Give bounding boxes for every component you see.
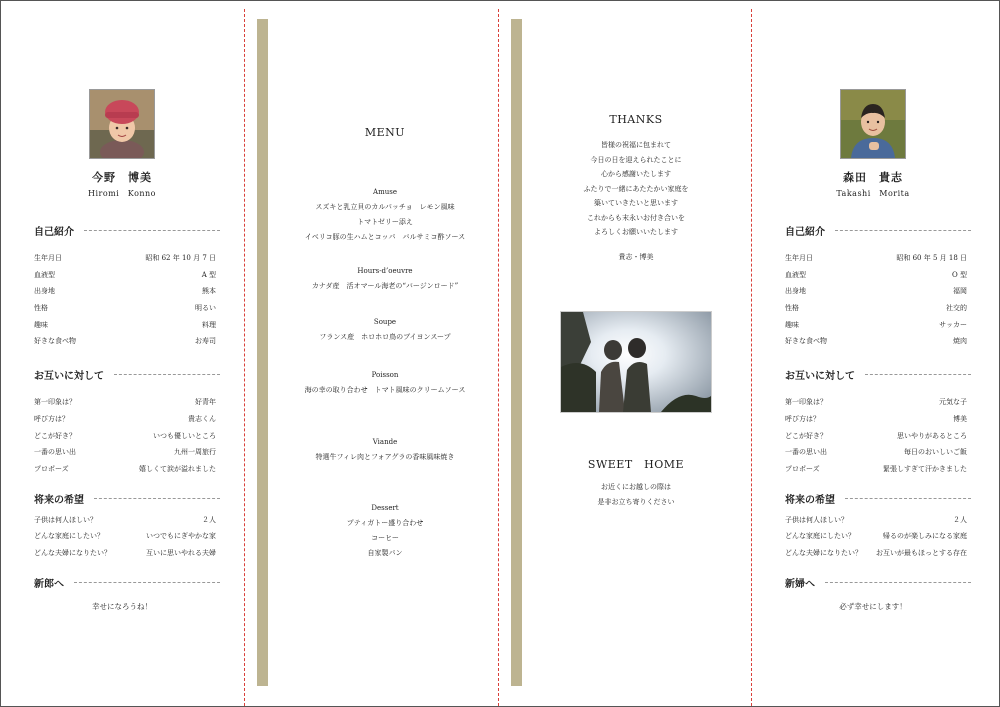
- section-heading-text: お互いに対して: [34, 371, 104, 383]
- profile-row-label: 呼び方は？: [34, 414, 69, 423]
- bride-panel: [28, 1, 216, 706]
- section-divider: [835, 230, 971, 231]
- profile-row-value: 嬉しくて涙が溢れました: [139, 464, 216, 473]
- section-divider: [114, 374, 220, 375]
- profile-row-label: どんな夫婦になりたい？: [34, 548, 111, 557]
- couple-photo: [560, 311, 712, 413]
- bride-mutual-list: [34, 394, 216, 477]
- profile-row-label: プロポーズ: [785, 464, 820, 473]
- menu-course-item: 特選牛フィレ肉とフォアグラの香味風味焼き: [315, 453, 455, 461]
- menu-course: [271, 435, 499, 465]
- profile-row-label: どこが好き？: [785, 431, 827, 440]
- profile-row-label: 一番の思い出: [785, 448, 827, 457]
- groom-intro-list: [785, 250, 967, 350]
- text-line: ふたりで一緒にあたたかい家庭を: [583, 184, 689, 193]
- groom-message-heading: [785, 575, 967, 590]
- profile-row-value: お互いが最もほっとする存在: [876, 548, 967, 557]
- profile-row-value: 博美: [953, 414, 967, 423]
- profile-row: [34, 283, 216, 300]
- bride-message: 幸せになろうね！: [92, 601, 152, 611]
- text-line: 今日の日を迎えられたことに: [590, 155, 682, 164]
- profile-row-label: どんな夫婦になりたい？: [785, 548, 862, 557]
- section-divider: [825, 582, 971, 583]
- menu-course-item: カナダ産 活オマール海老の“バージンロード”: [311, 282, 459, 290]
- accent-bar-left: [257, 19, 268, 686]
- profile-row: [785, 545, 967, 562]
- groom-mutual-heading: [785, 367, 967, 382]
- profile-row-label: 血液型: [34, 270, 55, 279]
- profile-row: [34, 461, 216, 478]
- profile-row: [785, 267, 967, 284]
- profile-row: [785, 333, 967, 350]
- bride-name-jp: 今野 博美: [92, 171, 152, 184]
- bride-future-heading: [34, 491, 216, 506]
- profile-row-value: 元気な子: [939, 398, 967, 407]
- section-heading-text: 新郎へ: [34, 578, 64, 590]
- thanks-signature: 貴志・博美: [618, 252, 654, 261]
- profile-row: [785, 528, 967, 545]
- menu-course-item: スズキと乳立貝のカルパッチョ レモン風味: [315, 203, 455, 211]
- profile-row-value: お寿司: [195, 337, 216, 346]
- profile-row-value: 思いやりがあるところ: [897, 431, 967, 440]
- profile-row-value: O 型: [952, 270, 967, 279]
- section-divider: [865, 374, 971, 375]
- profile-row-label: どこが好き？: [34, 431, 76, 440]
- sweet-home-title: SWEET HOME: [587, 458, 685, 471]
- profile-row-value: 毎日のおいしいご飯: [904, 448, 967, 457]
- text-line: お近くにお越しの際は: [601, 483, 671, 491]
- profile-row: [34, 333, 216, 350]
- menu-title: MENU: [364, 126, 406, 139]
- profile-row: [34, 528, 216, 545]
- section-heading-text: 自己紹介: [785, 227, 825, 238]
- menu-course-item: フランス産 ホロホロ鳥のブイヨンスープ: [319, 333, 451, 341]
- profile-row-label: 生年月日: [34, 254, 62, 262]
- profile-row-value: 福岡: [953, 287, 967, 296]
- profile-row-label: 好きな食べ物: [34, 337, 76, 346]
- menu-course-item: 海の幸の取り合わせ トマト風味のクリームソース: [304, 386, 466, 394]
- profile-row: [34, 250, 216, 267]
- profile-row-value: 熊本: [202, 287, 216, 296]
- menu-course-item: イベリコ豚の生ハムとコッパ バルサミコ酢ソース: [304, 233, 466, 241]
- profile-row-label: 血液型: [785, 270, 806, 279]
- profile-row-label: 一番の思い出: [34, 448, 76, 457]
- section-heading-text: 将来の希望: [34, 494, 84, 506]
- profile-row-value: 料理: [202, 320, 216, 329]
- profile-row: [785, 411, 967, 428]
- profile-row-value: ２人: [202, 515, 216, 524]
- menu-course-title: Amuse: [373, 188, 397, 196]
- thanks-message: [522, 138, 750, 240]
- profile-row-label: 子供は何人ほしい？: [34, 515, 97, 524]
- profile-row-label: 第一印象は？: [34, 398, 76, 407]
- thanks-panel: [522, 1, 750, 706]
- profile-row: [785, 394, 967, 411]
- groom-panel: [779, 1, 967, 706]
- profile-row: [34, 545, 216, 562]
- profile-row: [785, 512, 967, 529]
- groom-future-heading: [785, 491, 967, 506]
- section-heading-text: 自己紹介: [34, 227, 74, 238]
- profile-row: [34, 300, 216, 317]
- menu-course-title: Viande: [372, 438, 398, 446]
- profile-row-value: 昭和 62 年 10 月 7 日: [145, 254, 216, 262]
- menu-course-title: Soupe: [373, 318, 397, 326]
- profile-row-label: 出身地: [785, 287, 806, 296]
- profile-row-value: サッカー: [939, 320, 967, 329]
- menu-course-item: トマトゼリー添え: [357, 218, 413, 226]
- profile-row: [34, 444, 216, 461]
- profile-row: [785, 317, 967, 334]
- section-heading-text: 新婦へ: [785, 578, 815, 590]
- bride-message-heading: [34, 575, 216, 590]
- bride-intro-heading: [34, 223, 216, 238]
- bride-mutual-heading: [34, 367, 216, 382]
- profile-row-value: 明るい: [195, 304, 216, 313]
- profile-row-label: 趣味: [785, 320, 799, 329]
- profile-row: [785, 444, 967, 461]
- menu-course-item: コーヒー: [371, 534, 399, 542]
- profile-row-value: A 型: [201, 270, 216, 279]
- profile-row-value: 九州一周旅行: [174, 448, 216, 457]
- groom-intro-heading: [785, 223, 967, 238]
- menu-course-title: Poisson: [371, 371, 399, 379]
- menu-course: [271, 264, 499, 294]
- profile-row: [785, 428, 967, 445]
- profile-row-value: 昭和 60 年 5 月 18 日: [896, 254, 967, 262]
- profile-row-label: どんな家庭にしたい？: [34, 532, 104, 541]
- profile-row-label: 呼び方は？: [785, 414, 820, 423]
- text-line: よろしくお願いいたします: [594, 228, 678, 236]
- menu-panel: [271, 1, 499, 706]
- bride-photo: [89, 89, 155, 159]
- text-line: 皆様の祝福に包まれて: [601, 141, 671, 149]
- text-line: 是非お立ち寄りください: [597, 497, 675, 506]
- menu-course: [271, 368, 499, 398]
- menu-course-title: Dessert: [371, 504, 399, 512]
- profile-row-label: 子供は何人ほしい？: [785, 515, 848, 524]
- menu-course: [271, 185, 499, 245]
- section-divider: [845, 498, 971, 499]
- sweet-home-message: [522, 480, 750, 509]
- profile-row-label: 出身地: [34, 287, 55, 296]
- profile-row-label: 第一印象は？: [785, 398, 827, 407]
- menu-course: [271, 315, 499, 345]
- profile-row: [785, 250, 967, 267]
- profile-row: [785, 461, 967, 478]
- profile-row: [785, 283, 967, 300]
- accent-bar-right: [511, 19, 522, 686]
- text-line: 築いていきたいと思います: [594, 199, 678, 207]
- bride-name-en: Hiromi Konno: [87, 189, 157, 198]
- menu-course-item: プティガトー盛り合わせ: [346, 519, 424, 527]
- profile-row-label: 性格: [785, 304, 799, 313]
- profile-row: [34, 267, 216, 284]
- profile-row-value: 帰るのが楽しみになる家庭: [883, 532, 967, 541]
- groom-name-jp: 森田 貴志: [843, 171, 903, 184]
- groom-name-en: Takashi Morita: [836, 189, 910, 198]
- profile-row-value: いつも優しいところ: [153, 431, 216, 440]
- profile-row-label: 性格: [34, 304, 48, 313]
- profile-row: [34, 411, 216, 428]
- section-divider: [74, 582, 220, 583]
- profile-row: [34, 428, 216, 445]
- menu-course-item: 自家製パン: [367, 549, 403, 557]
- section-divider: [94, 498, 220, 499]
- thanks-title: THANKS: [609, 113, 663, 126]
- menu-course-list: [271, 185, 499, 561]
- profile-row-value: ２人: [953, 515, 967, 524]
- profile-row-value: 社交的: [946, 304, 967, 313]
- profile-row: [34, 394, 216, 411]
- section-divider: [84, 230, 220, 231]
- fold-line-3: [751, 9, 752, 706]
- profile-row-value: 貴志くん: [188, 414, 216, 423]
- profile-row-label: 好きな食べ物: [785, 337, 827, 346]
- profile-row-label: 生年月日: [785, 254, 813, 262]
- profile-row-value: いつでもにぎやかな家: [146, 532, 216, 541]
- profile-row: [34, 317, 216, 334]
- section-heading-text: お互いに対して: [785, 371, 855, 383]
- bride-future-list: [34, 512, 216, 562]
- profile-row-value: 焼肉: [953, 337, 967, 346]
- groom-message: 必ず幸せにします！: [839, 601, 907, 611]
- profile-row-value: 好青年: [195, 398, 216, 407]
- groom-photo: [840, 89, 906, 159]
- bride-intro-list: [34, 250, 216, 350]
- menu-course-title: Hours-d’oeuvre: [357, 267, 413, 275]
- groom-future-list: [785, 512, 967, 562]
- section-heading-text: 将来の希望: [785, 494, 835, 506]
- profile-row-value: 互いに思いやれる夫婦: [146, 548, 216, 557]
- profile-row-label: プロポーズ: [34, 464, 69, 473]
- profile-row-value: 緊張しすぎて汗かきました: [883, 464, 967, 473]
- profile-row: [34, 512, 216, 529]
- profile-row: [785, 300, 967, 317]
- fold-line-1: [244, 9, 245, 706]
- text-line: これからも末永いお付き合いを: [587, 213, 685, 222]
- text-line: 心から感謝いたします: [601, 170, 671, 178]
- groom-mutual-list: [785, 394, 967, 477]
- profile-row-label: 趣味: [34, 320, 48, 329]
- profile-row-label: どんな家庭にしたい？: [785, 532, 855, 541]
- menu-course: [271, 501, 499, 561]
